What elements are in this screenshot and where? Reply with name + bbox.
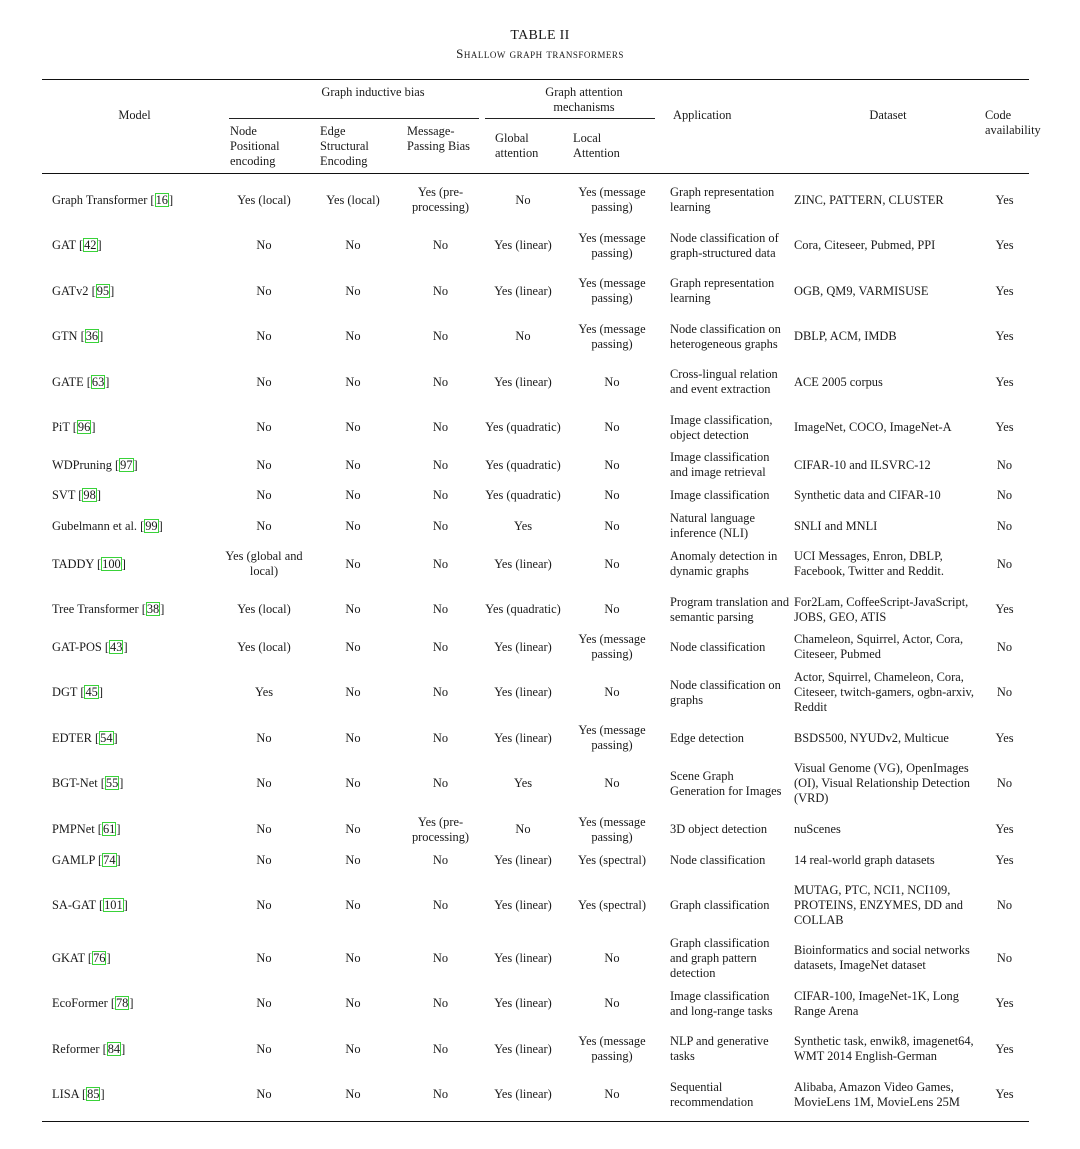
table-row — [42, 223, 1029, 268]
cell-edge-enc: Yes (local) — [326, 192, 380, 207]
citation-link[interactable]: 61 — [102, 822, 116, 836]
cell-mp-bias: No — [432, 602, 449, 616]
cell-mp-bias: No — [432, 1041, 449, 1056]
header-mp-bias: Message-Passing Bias — [407, 124, 470, 153]
cell-edge-enc: No — [345, 996, 361, 1010]
citation-link[interactable]: 63 — [91, 374, 105, 389]
cell-mp-bias: No — [432, 518, 449, 533]
cell-dataset: Synthetic data and CIFAR-10 — [794, 488, 941, 502]
table-row — [42, 981, 1029, 1026]
citation-link[interactable]: 84 — [107, 1041, 121, 1056]
cell-mp-bias: Yes (pre-processing) — [411, 814, 470, 844]
cell-global-att: Yes (linear) — [494, 852, 552, 867]
cell-edge-enc: No — [345, 1041, 361, 1056]
cell-mp-bias: No — [432, 639, 449, 654]
cell-code: No — [996, 685, 1013, 699]
cell-mp-bias: No — [432, 897, 449, 912]
bottom-rule — [42, 1121, 1029, 1122]
cell-local-att: No — [604, 420, 620, 434]
cell-mp-bias: No — [432, 556, 449, 571]
data-table — [42, 177, 1029, 1117]
cell-application: Image classification — [670, 488, 770, 502]
table-row — [42, 587, 1029, 632]
cell-edge-enc: No — [345, 556, 361, 571]
cell-local-att: Yes (message passing) — [578, 185, 646, 214]
top-rule — [42, 79, 1029, 80]
table-row — [42, 541, 1029, 587]
cell-local-att: Yes (spectral) — [578, 852, 646, 867]
cell-mp-bias: No — [432, 488, 449, 502]
model-name: DGT — [52, 685, 78, 699]
cell-model: SA-GAT [101] — [52, 897, 128, 912]
cell-application: Node classification — [670, 639, 766, 654]
cell-node-pe: No — [256, 518, 272, 533]
cell-mp-bias: No — [432, 730, 449, 745]
cell-application: Sequential recommendation — [670, 1079, 754, 1109]
cell-model: GAMLP [74] — [52, 852, 121, 867]
model-name: SA-GAT — [52, 897, 96, 912]
cell-dataset: 14 real-world graph datasets — [794, 852, 935, 867]
cell-node-pe: Yes (local) — [237, 602, 291, 616]
cell-local-att: Yes (message passing) — [578, 1034, 646, 1063]
cell-code: Yes — [995, 822, 1014, 836]
cell-global-att: Yes (quadratic) — [485, 457, 561, 472]
cell-node-pe: No — [256, 822, 272, 836]
cell-code: No — [996, 950, 1013, 965]
cell-edge-enc: No — [345, 776, 361, 790]
cell-model: Tree Transformer [38] — [52, 602, 165, 616]
cell-edge-enc: No — [345, 822, 361, 836]
cell-edge-enc: No — [345, 518, 361, 533]
citation-link[interactable]: 16 — [155, 192, 168, 207]
model-name: TADDY — [52, 556, 94, 571]
cell-application: Natural language inference (NLI) — [670, 511, 755, 540]
cell-node-pe: Yes (global and local) — [225, 549, 303, 578]
table-row — [42, 405, 1029, 450]
model-name: WDPruning — [52, 457, 112, 472]
cell-model: EcoFormer [78] — [52, 996, 134, 1010]
cell-dataset: Actor, Squirrel, Chameleon, Cora, Citeseer, twitch-gamers, ogbn-arxiv, Reddit — [794, 670, 975, 714]
cell-global-att: Yes (quadratic) — [485, 602, 561, 616]
cell-mp-bias: No — [432, 950, 449, 965]
cell-application: Edge detection — [670, 730, 744, 745]
model-name: EcoFormer — [52, 996, 108, 1010]
cell-local-att: Yes (message passing) — [578, 230, 646, 260]
cell-application: Image classification and long-range tasks — [670, 988, 773, 1018]
cell-node-pe: No — [256, 897, 272, 912]
model-name: LISA — [52, 1087, 79, 1101]
cell-local-att: No — [604, 602, 620, 616]
cell-code: No — [996, 556, 1013, 571]
cell-global-att: Yes (quadratic) — [485, 488, 561, 502]
citation-link[interactable]: 95 — [96, 283, 110, 298]
citation-link[interactable]: 55 — [105, 776, 119, 790]
header-application: Application — [673, 108, 732, 122]
cell-application: Graph classification — [670, 897, 770, 912]
cell-node-pe: Yes (local) — [237, 192, 291, 207]
cell-global-att: No — [515, 822, 531, 836]
cell-mp-bias: No — [432, 852, 449, 867]
model-name: GATv2 — [52, 283, 89, 298]
cell-global-att: Yes (linear) — [494, 556, 552, 571]
cell-model: GAT-POS [43] — [52, 639, 128, 654]
cell-application: 3D object detection — [670, 822, 768, 836]
cell-node-pe: No — [256, 374, 272, 389]
cell-dataset: CIFAR-10 and ILSVRC-12 — [794, 457, 931, 472]
model-name: GTN — [52, 329, 78, 343]
cell-local-att: Yes (message passing) — [578, 276, 646, 305]
cell-model: BGT-Net [55] — [52, 776, 124, 790]
citation-link[interactable]: 38 — [146, 602, 160, 616]
cell-code: Yes — [995, 374, 1014, 389]
cell-dataset: Synthetic task, enwik8, imagenet64, WMT 2014 English-German — [794, 1034, 974, 1063]
cell-local-att: No — [604, 776, 620, 790]
cell-model: SVT [98] — [52, 488, 101, 502]
cell-dataset: Alibaba, Amazon Video Games, MovieLens 1M, MovieLens 25M — [794, 1079, 960, 1109]
cell-local-att: No — [604, 1087, 620, 1101]
cell-application: Node classification — [670, 852, 766, 867]
model-name: GKAT — [52, 950, 85, 965]
cell-global-att: Yes (linear) — [494, 283, 552, 298]
header-rule — [42, 173, 1029, 174]
cell-code: Yes — [995, 996, 1014, 1010]
cell-node-pe: Yes — [254, 685, 274, 699]
cell-code: No — [996, 897, 1013, 912]
cell-model: PiT [96] — [52, 420, 96, 434]
cell-model: WDPruning [97] — [52, 457, 138, 472]
model-name: Gubelmann et al. — [52, 518, 137, 533]
cell-application: Graph representation learning — [670, 276, 775, 305]
cell-dataset: MUTAG, PTC, NCI1, NCI109, PROTEINS, ENZYMES, DD and COLLAB — [794, 882, 963, 927]
table-row — [42, 935, 1029, 981]
citation-link[interactable]: 97 — [120, 457, 133, 472]
cell-global-att: Yes (linear) — [494, 1087, 552, 1101]
cell-node-pe: No — [256, 238, 272, 252]
cell-application: Node classification on graphs — [670, 677, 781, 707]
cell-application: Scene Graph Generation for Images — [670, 768, 782, 798]
cell-global-att: No — [515, 329, 531, 343]
cell-global-att: Yes — [513, 518, 533, 533]
table-row — [42, 662, 1029, 723]
cell-edge-enc: No — [345, 950, 361, 965]
cell-model: GTN [36] — [52, 329, 104, 343]
cell-global-att: Yes (linear) — [494, 897, 552, 912]
cell-global-att: Yes — [513, 776, 533, 790]
cell-dataset: Chameleon, Squirrel, Actor, Cora, Citeseer, Pubmed — [794, 632, 964, 661]
cell-edge-enc: No — [345, 374, 361, 389]
cell-node-pe: No — [256, 950, 272, 965]
cell-application: Node classification of graph-structured data — [670, 230, 779, 260]
table-row — [42, 845, 1029, 875]
cell-dataset: DBLP, ACM, IMDB — [794, 329, 897, 343]
citation-link[interactable]: 36 — [85, 329, 99, 343]
model-name: BGT-Net — [52, 776, 98, 790]
cell-local-att: No — [604, 685, 620, 699]
cell-edge-enc: No — [345, 852, 361, 867]
header-model: Model — [118, 108, 151, 122]
cell-dataset: For2Lam, CoffeeScript-JavaScript, JOBS, GEO, ATIS — [794, 594, 969, 624]
cell-mp-bias: No — [432, 420, 449, 434]
cell-mp-bias: No — [432, 283, 449, 298]
cell-edge-enc: No — [345, 329, 361, 343]
cell-local-att: No — [604, 457, 620, 472]
cell-dataset: Bioinformatics and social networks datasets, ImageNet dataset — [794, 943, 970, 972]
cell-model: Graph Transformer [16] — [52, 192, 174, 207]
cell-local-att: No — [604, 950, 620, 965]
model-name: EDTER — [52, 730, 92, 745]
cell-mp-bias: No — [432, 1087, 449, 1101]
cell-code: No — [996, 518, 1013, 533]
cell-dataset: Cora, Citeseer, Pubmed, PPI — [794, 238, 936, 252]
cell-application: Program translation and semantic parsing — [670, 594, 790, 624]
cell-local-att: No — [604, 996, 620, 1010]
citation-link[interactable]: 54 — [100, 730, 113, 745]
model-name: GATE — [52, 374, 84, 389]
model-name: Reformer — [52, 1041, 100, 1056]
table-row — [42, 177, 1029, 223]
model-name: SVT — [52, 488, 76, 502]
cell-local-att: No — [604, 518, 620, 533]
cell-edge-enc: No — [345, 897, 361, 912]
cell-dataset: ACE 2005 corpus — [794, 374, 883, 389]
cell-local-att: No — [604, 488, 620, 502]
cell-node-pe: No — [256, 1041, 272, 1056]
header-node-pe: Node Positional encoding — [230, 124, 280, 168]
table-row — [42, 480, 1029, 511]
model-name: GAT-POS — [52, 639, 102, 654]
cell-local-att: No — [604, 374, 620, 389]
cell-application: Graph classification and graph pattern detection — [670, 935, 770, 980]
cell-code: Yes — [995, 852, 1014, 867]
cell-dataset: CIFAR-100, ImageNet-1K, Long Range Arena — [794, 988, 959, 1018]
header-group-attention: Graph attention mechanisms — [545, 85, 623, 114]
cell-node-pe: No — [256, 730, 272, 745]
cell-global-att: Yes (quadratic) — [485, 420, 561, 434]
cell-edge-enc: No — [345, 602, 361, 616]
header-edge-enc: Edge Structural Encoding — [320, 124, 369, 168]
cell-global-att: Yes (linear) — [494, 950, 552, 965]
cell-edge-enc: No — [345, 457, 361, 472]
citation-link[interactable]: 100 — [102, 556, 121, 571]
cell-application: NLP and generative tasks — [670, 1034, 769, 1063]
cell-mp-bias: No — [432, 776, 449, 790]
cell-edge-enc: No — [345, 730, 361, 745]
cell-dataset: BSDS500, NYUDv2, Multicue — [794, 730, 949, 745]
cell-node-pe: No — [256, 420, 272, 434]
cell-dataset: SNLI and MNLI — [794, 518, 878, 533]
table-row — [42, 450, 1029, 480]
cell-global-att: Yes (linear) — [494, 1041, 552, 1056]
cell-edge-enc: No — [345, 685, 361, 699]
citation-link[interactable]: 96 — [77, 420, 91, 434]
cell-dataset: ZINC, PATTERN, CLUSTER — [794, 192, 944, 207]
model-name: GAMLP — [52, 852, 95, 867]
cell-dataset: ImageNet, COCO, ImageNet-A — [794, 420, 952, 434]
cell-code: Yes — [995, 192, 1014, 207]
model-name: GAT — [52, 238, 76, 252]
header-local-att: Local Attention — [573, 131, 620, 160]
cell-code: Yes — [995, 329, 1014, 343]
table-row — [42, 814, 1029, 845]
cell-code: No — [996, 639, 1013, 654]
cell-node-pe: No — [256, 852, 272, 867]
cell-code: Yes — [995, 283, 1014, 298]
table-row — [42, 753, 1029, 814]
citation-link[interactable]: 99 — [145, 518, 158, 533]
table-row — [42, 511, 1029, 541]
cell-code: Yes — [995, 420, 1014, 434]
cell-code: Yes — [995, 602, 1014, 616]
cell-global-att: Yes (linear) — [494, 374, 552, 389]
cell-edge-enc: No — [345, 283, 361, 298]
cell-dataset: nuScenes — [794, 822, 841, 836]
cell-mp-bias: No — [432, 374, 449, 389]
table-row — [42, 723, 1029, 753]
cell-mp-bias: No — [432, 238, 449, 252]
citation-link[interactable]: 101 — [104, 897, 123, 912]
cell-node-pe: No — [256, 1087, 272, 1101]
cell-node-pe: No — [256, 488, 272, 502]
header-code: Code availability — [985, 108, 1041, 137]
cell-global-att: Yes (linear) — [494, 639, 552, 654]
cell-global-att: No — [515, 192, 531, 207]
cell-model: DGT [45] — [52, 685, 104, 699]
cell-code: No — [996, 457, 1013, 472]
cell-node-pe: No — [256, 457, 272, 472]
cell-local-att: No — [604, 556, 620, 571]
table-title: TABLE II — [510, 28, 570, 43]
model-name: Tree Transformer — [52, 602, 139, 616]
cell-model: Gubelmann et al. [99] — [52, 518, 163, 533]
citation-link[interactable]: 98 — [83, 488, 96, 502]
table-row — [42, 359, 1029, 405]
table-row — [42, 268, 1029, 314]
table-row — [42, 875, 1029, 935]
cell-model: TADDY [100] — [52, 556, 126, 571]
cell-mp-bias: No — [432, 996, 449, 1010]
model-name: PMPNet — [52, 822, 95, 836]
cell-global-att: Yes (linear) — [494, 685, 552, 699]
cell-edge-enc: No — [345, 420, 361, 434]
cell-application: Anomaly detection in dynamic graphs — [670, 549, 778, 578]
header-group-bias: Graph inductive bias — [321, 85, 425, 99]
cell-node-pe: No — [256, 776, 272, 790]
cell-model: Reformer [84] — [52, 1041, 126, 1056]
cell-application: Graph representation learning — [670, 185, 775, 214]
cell-global-att: Yes (linear) — [494, 730, 552, 745]
cell-code: No — [996, 488, 1013, 502]
citation-link[interactable]: 74 — [103, 852, 116, 867]
cell-global-att: Yes (linear) — [494, 996, 552, 1010]
cell-model: PMPNet [61] — [52, 822, 121, 836]
cell-code: Yes — [995, 1041, 1014, 1056]
cell-node-pe: Yes (local) — [237, 639, 291, 654]
cell-edge-enc: No — [345, 639, 361, 654]
cell-local-att: Yes (message passing) — [578, 632, 646, 661]
cell-model: GAT [42] — [52, 238, 102, 252]
cell-code: Yes — [995, 730, 1014, 745]
table-row — [42, 632, 1029, 662]
header-dataset: Dataset — [869, 108, 907, 122]
cell-model: EDTER [54] — [52, 730, 118, 745]
cell-code: No — [996, 776, 1013, 790]
cell-model: GATE [63] — [52, 374, 110, 389]
table-row — [42, 1072, 1029, 1117]
table-row — [42, 314, 1029, 359]
cell-local-att: Yes (message passing) — [578, 814, 646, 844]
citation-link[interactable]: 78 — [115, 996, 129, 1010]
group-bias-rule — [229, 118, 479, 119]
model-name: Graph Transformer — [52, 192, 148, 207]
cell-node-pe: No — [256, 329, 272, 343]
cell-application: Image classification and image retrieval — [670, 450, 770, 479]
cell-edge-enc: No — [345, 1087, 361, 1101]
cell-mp-bias: No — [432, 329, 449, 343]
cell-dataset: OGB, QM9, VARMISUSE — [794, 283, 929, 298]
cell-local-att: Yes (message passing) — [578, 321, 646, 351]
cell-local-att: Yes (spectral) — [578, 897, 646, 912]
cell-node-pe: No — [256, 996, 272, 1010]
table-row — [42, 1026, 1029, 1072]
cell-dataset: Visual Genome (VG), OpenImages (OI), Visual Relationship Detection (VRD) — [794, 761, 970, 805]
cell-code: Yes — [995, 1087, 1014, 1101]
model-name: PiT — [52, 420, 70, 434]
citation-link[interactable]: 85 — [87, 1087, 100, 1101]
cell-mp-bias: No — [432, 457, 449, 472]
cell-application: Image classification, object detection — [670, 412, 773, 442]
cell-application: Node classification on heterogeneous graphs — [670, 321, 781, 351]
citation-link[interactable]: 76 — [93, 950, 106, 965]
cell-edge-enc: No — [345, 488, 361, 502]
group-attention-rule — [485, 118, 655, 119]
citation-link[interactable]: 43 — [110, 639, 123, 654]
cell-code: Yes — [995, 238, 1014, 252]
cell-model: GKAT [76] — [52, 950, 111, 965]
cell-node-pe: No — [256, 283, 272, 298]
cell-global-att: Yes (linear) — [494, 238, 552, 252]
cell-application: Cross-lingual relation and event extraction — [670, 367, 778, 396]
cell-dataset: UCI Messages, Enron, DBLP, Facebook, Twitter and Reddit. — [794, 549, 944, 578]
citation-link[interactable]: 42 — [84, 238, 97, 252]
cell-edge-enc: No — [345, 238, 361, 252]
cell-mp-bias: Yes (pre-processing) — [411, 185, 470, 214]
citation-link[interactable]: 45 — [85, 685, 98, 699]
cell-local-att: Yes (message passing) — [578, 723, 646, 752]
table-subtitle: Shallow graph transformers — [456, 46, 624, 61]
cell-model: LISA [85] — [52, 1087, 105, 1101]
cell-model: GATv2 [95] — [52, 283, 115, 298]
cell-mp-bias: No — [432, 685, 449, 699]
header-global-att: Global attention — [495, 131, 539, 160]
